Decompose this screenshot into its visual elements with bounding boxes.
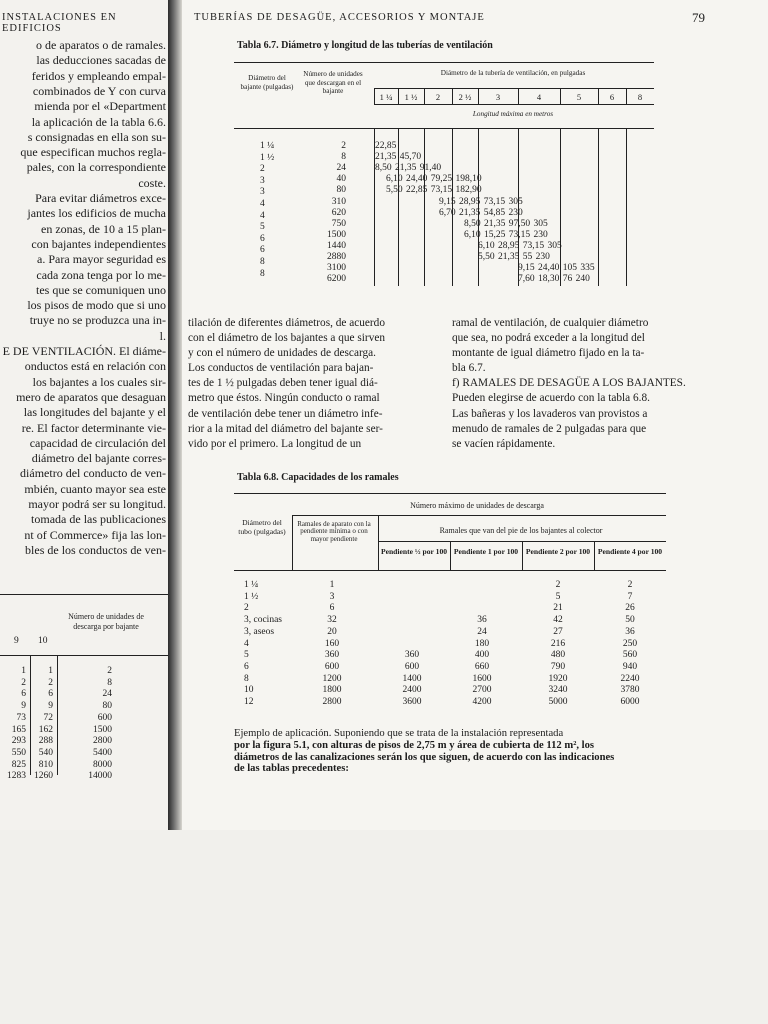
table67-length-row: 7,60 18,30 76 240 [518,274,590,285]
table67-size-header: 3 [495,92,501,102]
left-table-cell: 6 [21,689,26,700]
table68-diam-cell: 6 [244,661,249,672]
left-table-cell: 165 [11,724,26,735]
table67-sub-rule [374,88,654,89]
example-line: Ejemplo de aplicación. Suponiendo que se trata de la instalación representada [234,728,564,739]
table68-p1-cell: 660 [474,661,490,672]
table68-head-vrule [292,515,293,571]
table68-p1-cell: 36 [477,615,487,626]
table68-slope-header: Pendiente 4 por 100 [597,547,663,556]
table67-diam-cell: 1 ½ [260,152,275,163]
table67-units-cell: 1440 [327,240,346,251]
table67-units-cell: 2 [341,141,346,151]
paragraph-line: Las bañeras y los lavaderos van provistos a [452,407,648,420]
table68-p2-cell: 480 [550,650,566,661]
paragraph-line: f) RAMALES DE DESAGÜE A LOS BAJANTES. [452,377,686,390]
table68-p05-cell: 1400 [402,673,422,684]
table67-head-vrule [424,88,425,104]
table67-size-header: 1 ½ [404,92,418,102]
table68-p4-cell: 2240 [620,673,640,684]
table67-diam-cell: 6 [260,233,265,244]
table67-diam-cell: 8 [260,257,265,267]
paragraph-line: tilación de diferentes diámetros, de acuerdo [188,317,385,329]
left-text-line: onductos está en relación con [24,359,166,374]
left-table-cell: 6 [48,689,53,700]
left-table-cell: 550 [11,747,26,758]
paragraph-line: que sea, no podrá exceder a la longitud del [452,332,645,345]
left-table-cell: 162 [38,724,53,735]
table67-head-vrule [598,88,599,104]
table67-size-header: 8 [637,92,643,102]
table67-units-cell: 2880 [327,252,346,262]
table68-p4-cell: 2 [627,580,633,590]
left-text-line: o de aparatos o de ramales. [36,38,166,52]
table67-size-rule [374,104,654,105]
left-text-line: E DE VENTILACIÓN. El diáme- [2,344,166,358]
table67-body-vrule [626,128,627,286]
paragraph-line: y con el número de unidades de descarga. [188,347,377,360]
left-text-line: los pisos de modo que si uno [27,298,166,313]
table68-diam-cell: 2 [244,603,249,614]
left-text-line: s consignadas en ella son su- [27,129,166,144]
left-table-cell: 2800 [93,736,112,747]
table68-ramales-cell: 20 [327,626,337,637]
table68-p05-cell: 360 [404,650,420,661]
table67-head-length: Longitud máxima en metros [472,110,554,118]
table68-p2-cell: 2 [555,580,561,590]
left-text-line: truye no se produzca una in- [29,313,166,328]
table67-length-row: 5,50 22,85 73,15 182,90 [386,185,482,196]
table68-p2-cell: 216 [550,638,566,649]
left-table-cell: 2 [107,666,112,676]
table68-p4-cell: 36 [625,626,635,637]
paragraph-line: vido por el primero. La longitud de un [188,437,362,450]
table67-head-vrule [398,88,399,104]
table68-slope-header: Pendiente 2 por 100 [525,547,591,556]
paragraph-line: menudo de ramales de 2 pulgadas para que [452,422,647,435]
table67-body-vrule [424,128,425,286]
paragraph-right-column [452,316,686,452]
left-table-head-10: 10 [38,636,48,646]
table67-head-diam: Diámetro del bajante (pulgadas) [240,74,294,91]
table68-p2-cell: 42 [553,615,563,626]
table68-p05-cell: 3600 [402,697,422,707]
table68-p4-cell: 3780 [620,685,640,696]
table68-head-ramales: Ramales de aparato con la pendiente mínima o con mayor pendiente [297,520,371,543]
left-table-head-rule [0,655,168,656]
left-table-cell: 1283 [7,771,26,782]
table67-diam-cell: 1 ¼ [260,141,275,151]
left-text-line: con bajantes independientes [31,236,166,251]
table68-head-vrule [522,541,523,571]
table68-head-vrule [594,541,595,571]
left-table-cell: 8 [107,677,112,688]
table67-body-vrule [598,128,599,286]
left-text-line: Para evitar diámetros exce- [35,191,166,205]
table68-slope-header: Pendiente ½ por 100 [380,547,448,556]
table67-diam-cell: 5 [260,222,265,233]
table67-size-header: 2 ½ [458,92,472,102]
table68-diam-cell: 3, cocinas [244,615,282,626]
table68-head-diam: Diámetro del tubo (pulgadas) [238,518,286,536]
left-table-cell: 288 [38,736,53,747]
table68-p05-cell: 2400 [402,685,422,696]
left-table-vrule-2 [57,655,58,775]
table67-diam-cell: 6 [260,245,265,256]
left-table-cell: 9 [21,701,26,712]
left-text-line: coste. [138,175,166,190]
paragraph-line: con el diámetro de los bajantes a que sirven [188,332,386,345]
table68-p2-cell: 3240 [548,685,568,696]
table67-length-row: 9,15 28,95 73,15 305 [439,196,523,207]
left-text-line: que especifican muchos regla- [20,145,166,160]
page-number: 79 [692,10,705,25]
table68-sub-rule [292,515,666,516]
example-paragraph [234,728,614,775]
table67-units-cell: 40 [336,174,346,185]
right-page [182,0,768,830]
table68-ramales-cell: 32 [327,615,337,626]
table67-caption: Tabla 6.7. Diámetro y longitud de las tuberías de ventilación [237,40,493,51]
table68-p2-cell: 5000 [548,697,568,707]
table68-p1-cell: 2700 [472,685,492,696]
paragraph-line: Pueden elegirse de acuerdo con la tabla 6.8. [452,392,650,405]
left-page [0,0,170,830]
paragraph-line: Los conductos de ventilación para bajan- [188,362,374,375]
left-table-cell: 1260 [34,771,53,782]
left-table-cell: 24 [102,689,112,700]
table67-diam-cell: 3 [260,187,265,198]
left-table-cell: 540 [38,747,53,758]
table68-p2-cell: 21 [553,603,563,614]
table67-units-cell: 3100 [327,263,346,274]
table67-top-rule [234,62,654,63]
table67-head-bottom-rule [234,128,654,129]
left-text-line: l. [159,328,166,343]
table67-length-row: 6,70 21,35 54,85 230 [439,207,523,218]
table67-units-cell: 8 [341,152,346,163]
left-table-head-units: Número de unidades de descarga por bajante [68,612,144,631]
paragraph-line: bla 6.7. [452,362,486,375]
left-text-line: los bajantes a los cuales sir- [32,374,166,389]
table67-length-row: 6,10 24,40 79,25 198,10 [386,174,482,185]
right-running-head: TUBERÍAS DE DESAGÜE, ACCESORIOS Y MONTAJE [194,12,485,23]
table68-p4-cell: 7 [627,591,633,602]
left-table-cell: 8000 [93,759,112,770]
table67-diam-cell: 2 [260,164,265,175]
table67-size-header: 5 [576,92,582,102]
table67-head-vrule [452,88,453,104]
paragraph-line: se vacíen rápidamente. [452,437,556,450]
paragraph-left-column [188,316,385,452]
table68-p4-cell: 26 [625,603,635,614]
table67-length-row: 6,10 15,25 73,15 230 [464,229,548,240]
table67-head-vrule [374,88,375,104]
table67-units-cell: 6200 [327,274,346,285]
left-text-line: en zonas, de 10 a 15 plan- [41,221,166,236]
left-text-line: pales, con la correspondiente [26,160,166,175]
table67-length-row: 22,85 [375,141,397,151]
table68-head-max: Número máximo de unidades de descarga [410,501,544,510]
table68-ramales-cell: 360 [324,650,340,661]
table68-ramales-cell: 1800 [322,685,342,696]
table68-diam-cell: 12 [244,697,254,707]
left-text-line: mayor podrá ser su longitud. [28,497,166,511]
left-table-cell: 293 [11,736,26,747]
table67-length-row: 9,15 24,40 105 335 [518,263,595,274]
table68-diam-cell: 8 [244,673,249,684]
table68-ramales-cell: 2800 [322,697,342,707]
left-text-line: mero de aparatos que desaguan [16,389,166,404]
left-table-cell: 2 [21,677,26,688]
table68-p4-cell: 6000 [620,697,640,707]
example-line: diámetros de las canalizaciones serán los que siguen, de acuerdo con las indicaciones [234,751,615,763]
table67-units-cell: 1500 [327,229,346,240]
table68-p1-cell: 180 [474,638,490,649]
table68-p2-cell: 27 [553,626,563,637]
paragraph-line: de ventilación debe tener un diámetro infe- [188,407,383,420]
table68-p2-cell: 790 [550,661,566,672]
paragraph-line: ramal de ventilación, de cualquier diámetro [452,317,649,329]
table68-ramales-cell: 6 [329,603,335,614]
table67-size-header: 6 [609,92,615,102]
left-text-line: tomada de las publicaciones [31,512,166,527]
table67-length-row: 6,10 28,95 73,15 305 [478,240,562,251]
left-table-cell: 14000 [88,771,112,782]
table68-diam-cell: 10 [244,685,254,696]
left-text-line: las longitudes del bajante y el [23,405,166,420]
left-table-cell: 5400 [93,747,112,758]
left-table-cell: 80 [102,701,112,712]
table67-head-units: Número de unidades que descargan en el bajante [303,70,363,95]
table68-p2-cell: 1920 [548,673,568,684]
table68-ramales-cell: 1 [329,580,335,590]
example-line: por la figura 5.1, con alturas de pisos de 2,75 m y área de cubierta de 112 m², los [234,739,595,751]
table68-p1-cell: 1600 [472,673,492,684]
table67-head-vrule [626,88,627,104]
left-table-cell: 1500 [93,724,112,735]
book-spine [168,0,182,830]
left-text-line: cada zona tenga por lo me- [36,267,166,282]
table68-ramales-cell: 600 [324,661,340,672]
table68-diam-cell: 3, aseos [244,626,275,637]
table67-head-group: Diámetro de la tubería de ventilación, en pulgadas [440,69,586,77]
table67-diam-cell: 4 [260,210,265,221]
left-text-line: a. Para mayor seguridad es [37,252,166,267]
paragraph-line: tes de 1 ½ pulgadas deben tener igual diá- [188,377,378,390]
table68-p1-cell: 24 [477,626,487,637]
table68-slope-header: Pendiente 1 por 100 [453,547,519,556]
table67-size-header: 2 [435,92,441,102]
left-table-cell: 2 [48,677,53,688]
table68-p1-cell: 400 [474,650,490,661]
table68-p05-cell: 600 [404,661,420,672]
table68-head-vrule [378,515,379,571]
left-table-cell: 9 [48,701,53,712]
left-text-line: diámetro del bajante corres- [31,451,166,466]
paragraph-line: rior a la mitad del diámetro del bajante ser- [188,422,383,435]
left-table-cell: 1 [21,666,26,676]
table67-diam-cell: 4 [260,199,265,209]
left-text-line: la aplicación de la tabla 6.6. [31,114,166,129]
left-text-line: diámetro del conducto de ven- [20,466,166,481]
table68-diam-cell: 1 ½ [244,591,259,602]
table68-diam-cell: 1 ¼ [244,580,259,590]
left-table-top-rule [0,594,168,595]
left-text-line: feridos y empleando empal- [31,68,166,83]
table67-length-row: 21,35 45,70 [375,152,422,163]
table67-units-cell: 24 [336,163,346,174]
table67-units-cell: 310 [331,196,346,207]
left-text-line: combinados de Y con curva [32,83,166,98]
table68-ramales-cell: 1200 [322,673,342,684]
left-running-head: INSTALACIONES EN EDIFICIOS [2,12,117,34]
left-text-line: tes que se comuniquen uno [36,282,166,297]
table67-length-row: 8,50 21,35 97,50 305 [464,218,548,229]
paragraph-line: montante de igual diámetro fijado en la ta- [452,347,645,360]
left-text-line: las deducciones sacadas de [36,53,166,68]
left-table-cell: 600 [97,712,112,723]
table68-p2-cell: 5 [555,591,561,602]
table67-head-vrule [478,88,479,104]
left-table-cell: 73 [16,712,26,723]
left-text-line: mbién, cuanto mayor sea este [24,481,166,496]
table67-head-vrule [518,88,519,104]
left-text-line: bles de los conductos de ven- [25,542,166,557]
example-line: de las tablas precedentes: [234,763,349,775]
table67-units-cell: 750 [331,218,346,229]
table67-length-row: 8,50 21,35 91,40 [375,163,442,174]
table68-p4-cell: 560 [622,650,638,661]
table68-diam-cell: 4 [244,638,249,649]
left-table-cell: 1 [48,666,53,676]
page-bottom-background [0,830,768,1024]
table68-p4-cell: 50 [625,615,635,626]
table68-p1-cell: 4200 [472,697,492,707]
table68-p4-cell: 250 [622,638,638,649]
table68-ramales-cell: 3 [329,591,335,602]
left-text-line: mienda por el «Department [34,99,166,114]
left-table-cell: 825 [11,759,26,770]
left-table-cell: 72 [43,712,53,723]
left-text-line: re. El factor determinante vie- [21,420,166,435]
table67-diam-cell: 3 [260,175,265,186]
left-text-line: capacidad de circulación del [29,435,166,450]
table68-diam-cell: 5 [244,650,249,661]
table68-ramales-cell: 160 [324,638,340,649]
table68-top-rule [234,493,666,494]
table67-units-cell: 80 [336,185,346,196]
table67-length-row: 5,50 21,35 55 230 [478,252,550,262]
table67-units-cell: 620 [331,207,346,218]
table67-head-vrule [560,88,561,104]
table67-size-header: 1 ¼ [379,92,393,102]
left-table-head-9: 9 [14,636,19,646]
table68-head-vrule [450,541,451,571]
paragraph-line: metro que éstos. Ningún conducto o ramal [188,392,380,405]
table68-head-pie: Ramales que van del pie de los bajantes al colector [439,526,603,535]
table68-caption: Tabla 6.8. Capacidades de los ramales [237,472,399,483]
table67-size-header: 4 [536,92,542,102]
left-text-line: jantes los edificios de mucha [27,206,166,221]
table68-p4-cell: 940 [622,661,638,672]
left-text-line: nt of Commerce» fija las lon- [24,527,166,542]
table67-diam-cell: 8 [260,268,265,279]
left-table-cell: 810 [38,759,53,770]
